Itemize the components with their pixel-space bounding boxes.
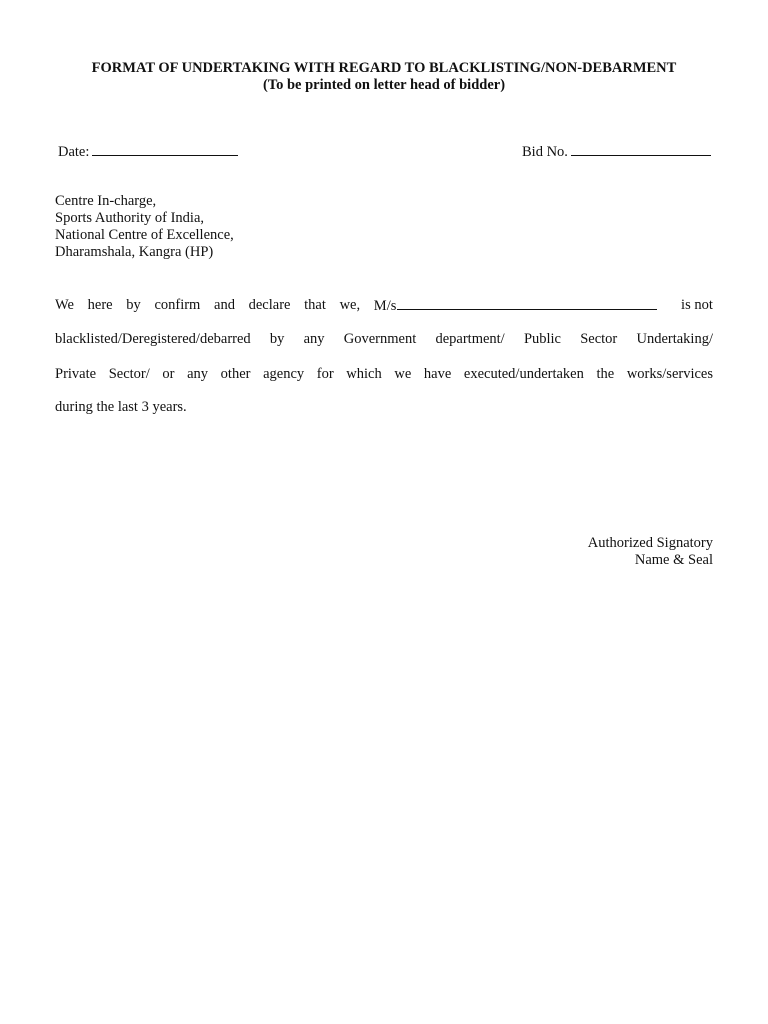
address-line: Dharamshala, Kangra (HP) [55,244,214,260]
declaration-word: declare [248,297,291,313]
declaration-word: and [214,297,235,313]
document-title: FORMAT OF UNDERTAKING WITH REGARD TO BLACKLISTING/NON-DEBARMENT [91,60,677,76]
date-label: Date: [58,144,90,160]
declaration-word: confirm [154,297,201,313]
address-line: Centre In-charge, [55,193,157,209]
bid-blank-line [571,142,711,156]
bid-label: Bid No. [522,144,568,160]
declaration-word: by [126,297,141,313]
declaration-end: is not [681,297,713,313]
company-field [374,296,668,315]
company-blank-line [397,296,657,310]
declaration-word: We [55,297,74,313]
declaration-line-3: Private Sector/ or any other agency for which we have executed/undertaken the works/services [55,366,713,382]
document-subtitle: (To be printed on letter head of bidder) [262,77,506,93]
declaration-line-1 [55,296,713,315]
address-line: National Centre of Excellence, [55,227,234,243]
date-blank-line [92,142,238,156]
declaration-word: that [304,297,326,313]
name-seal-label: Name & Seal [634,552,713,568]
address-line: Sports Authority of India, [55,210,205,226]
ms-label: M/s [373,298,397,314]
declaration-word: we, [339,297,361,313]
date-field [58,142,238,161]
recipient-address [55,193,234,261]
declaration-line-4: during the last 3 years. [55,399,187,415]
declaration-line-2: blacklisted/Deregistered/debarred by any Government department/ Public Sector Undertaking/ [55,331,713,347]
signature-label: Authorized Signatory [587,535,713,551]
bid-field [522,142,711,161]
declaration-word: here [87,297,113,313]
